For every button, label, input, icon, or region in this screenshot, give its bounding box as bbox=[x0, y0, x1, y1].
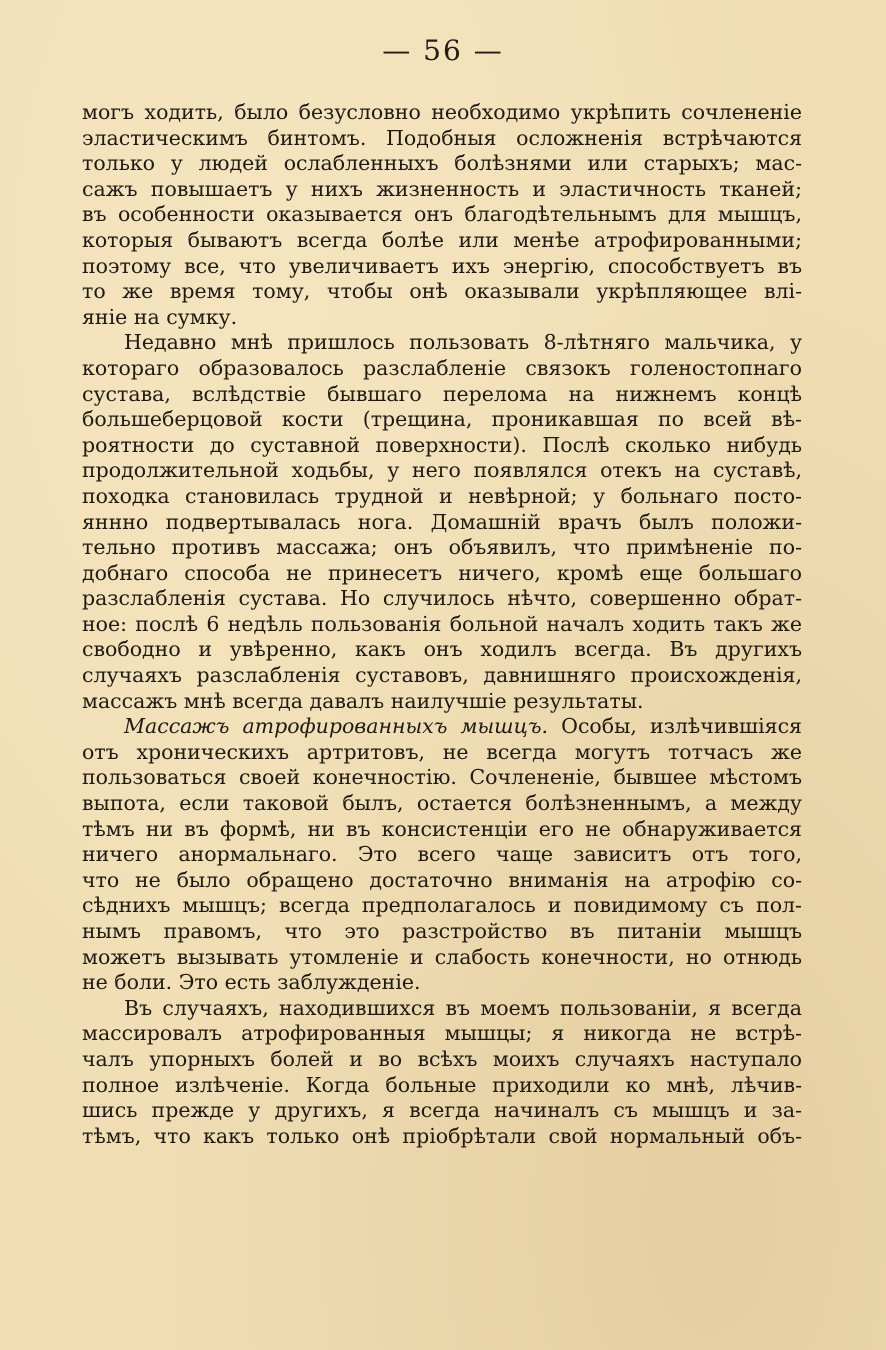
text-line: массировалъ атрофированныя мышцы; я никогда не встрѣ- bbox=[82, 1021, 802, 1046]
text-line: не боли. Это есть заблужденіе. bbox=[82, 970, 421, 995]
text-line-rest: Особы, излѣчившіяся bbox=[548, 714, 802, 739]
text-line: Недавно мнѣ пришлось пользовать 8-лѣтняго мальчика, у bbox=[124, 330, 802, 355]
text-line: случаяхъ разслабленія суставовъ, давнишняго происхожденія, bbox=[82, 663, 802, 688]
text-line: можетъ вызывать утомленіе и слабость конечности, но отнюдь bbox=[82, 944, 802, 969]
text-line: сустава, вслѣдствіе бывшаго перелома на нижнемъ концѣ bbox=[82, 381, 802, 406]
text-line: сѣднихъ мышцъ; всегда предполагалось и повидимому съ пол- bbox=[82, 893, 802, 918]
body-text bbox=[82, 100, 802, 1149]
text-line: могъ ходить, было безусловно необходимо укрѣпить сочлененіе bbox=[82, 100, 802, 124]
text-line: отъ хроническихъ артритовъ, не всегда могутъ тотчасъ же bbox=[82, 739, 802, 764]
text-line: шись прежде у другихъ, я всегда начиналъ съ мышцъ и за- bbox=[82, 1098, 802, 1123]
text-line: то же время тому, чтобы онѣ оказывали укрѣпляющее влі- bbox=[82, 279, 802, 304]
text-line: нымъ правомъ, что это разстройство въ питаніи мышцъ bbox=[82, 919, 802, 943]
text-line: массажъ мнѣ всегда давалъ наилучшіе результаты. bbox=[82, 688, 644, 713]
text-line: ничего анормальнаго. Это всего чаще зависитъ отъ того, bbox=[82, 842, 802, 867]
text-line: яніе на сумку. bbox=[82, 304, 238, 329]
text-line: котораго образовалось разслабленіе связокъ голеностопнаго bbox=[82, 355, 802, 380]
text-line: эластическимъ бинтомъ. Подобныя осложненія встрѣчаются bbox=[82, 125, 802, 150]
text-line: тѣмъ, что какъ только онѣ пріобрѣтали свой нормальный объ- bbox=[82, 1123, 802, 1148]
text-line: разслабленія сустава. Но случилось нѣчто, совершенно обрат- bbox=[82, 586, 802, 611]
text-line: свободно и увѣренно, какъ онъ ходилъ всегда. Въ другихъ bbox=[82, 637, 802, 662]
text-line: чалъ упорныхъ болей и во всѣхъ моихъ случаяхъ наступало bbox=[82, 1046, 802, 1071]
text-line: что не было обращено достаточно вниманія на атрофію со- bbox=[82, 867, 802, 892]
text-line: тельно противъ массажа; онъ объявилъ, что примѣненіе по- bbox=[82, 535, 802, 560]
text-line: только у людей ослабленныхъ болѣзнями или старыхъ; мас- bbox=[82, 151, 802, 176]
page-number: — 56 — bbox=[382, 34, 504, 67]
text-line: ное: послѣ 6 недѣль пользованія больной началъ ходить такъ же bbox=[82, 611, 802, 636]
text-line: большеберцовой кости (трещина, проникавшая по всей вѣ- bbox=[82, 407, 802, 432]
text-line: роятности до суставной поверхности). Послѣ сколько нибудь bbox=[82, 432, 802, 457]
text-line: походка становилась трудной и невѣрной; у больнаго посто- bbox=[82, 483, 802, 508]
text-line: въ особенности оказывается онъ благодѣтельнымъ для мышцъ, bbox=[82, 202, 802, 227]
text-line: продолжительной ходьбы, у него появлялся отекъ на суставѣ, bbox=[82, 458, 802, 483]
text-line: Въ случаяхъ, находившихся въ моемъ пользованіи, я всегда bbox=[124, 995, 802, 1020]
text-line: сажъ повышаетъ у нихъ жизненность и эластичность тканей; bbox=[82, 176, 802, 201]
section-heading: Массажъ атрофированныхъ мышцъ. bbox=[124, 714, 549, 739]
text-line: добнаго способа не принесетъ ничего, кромѣ еще большаго bbox=[82, 560, 802, 585]
text-line: яннно подвертывалась нога. Домашній врачъ былъ положи- bbox=[82, 509, 802, 534]
text-line: полное излѣченіе. Когда больные приходили ко мнѣ, лѣчив- bbox=[82, 1072, 802, 1097]
text-line: пользоваться своей конечностію. Сочлененіе, бывшее мѣстомъ bbox=[82, 765, 802, 790]
text-line bbox=[82, 714, 802, 740]
text-line: поэтому все, что увеличиваетъ ихъ энергію, способствуетъ въ bbox=[82, 253, 802, 278]
text-line: выпота, если таковой былъ, остается болѣзненнымъ, а между bbox=[82, 791, 802, 816]
text-line: которыя бываютъ всегда болѣе или менѣе атрофированными; bbox=[82, 227, 802, 252]
text-line: тѣмъ ни въ формѣ, ни въ консистенціи его не обнаруживается bbox=[82, 816, 802, 841]
